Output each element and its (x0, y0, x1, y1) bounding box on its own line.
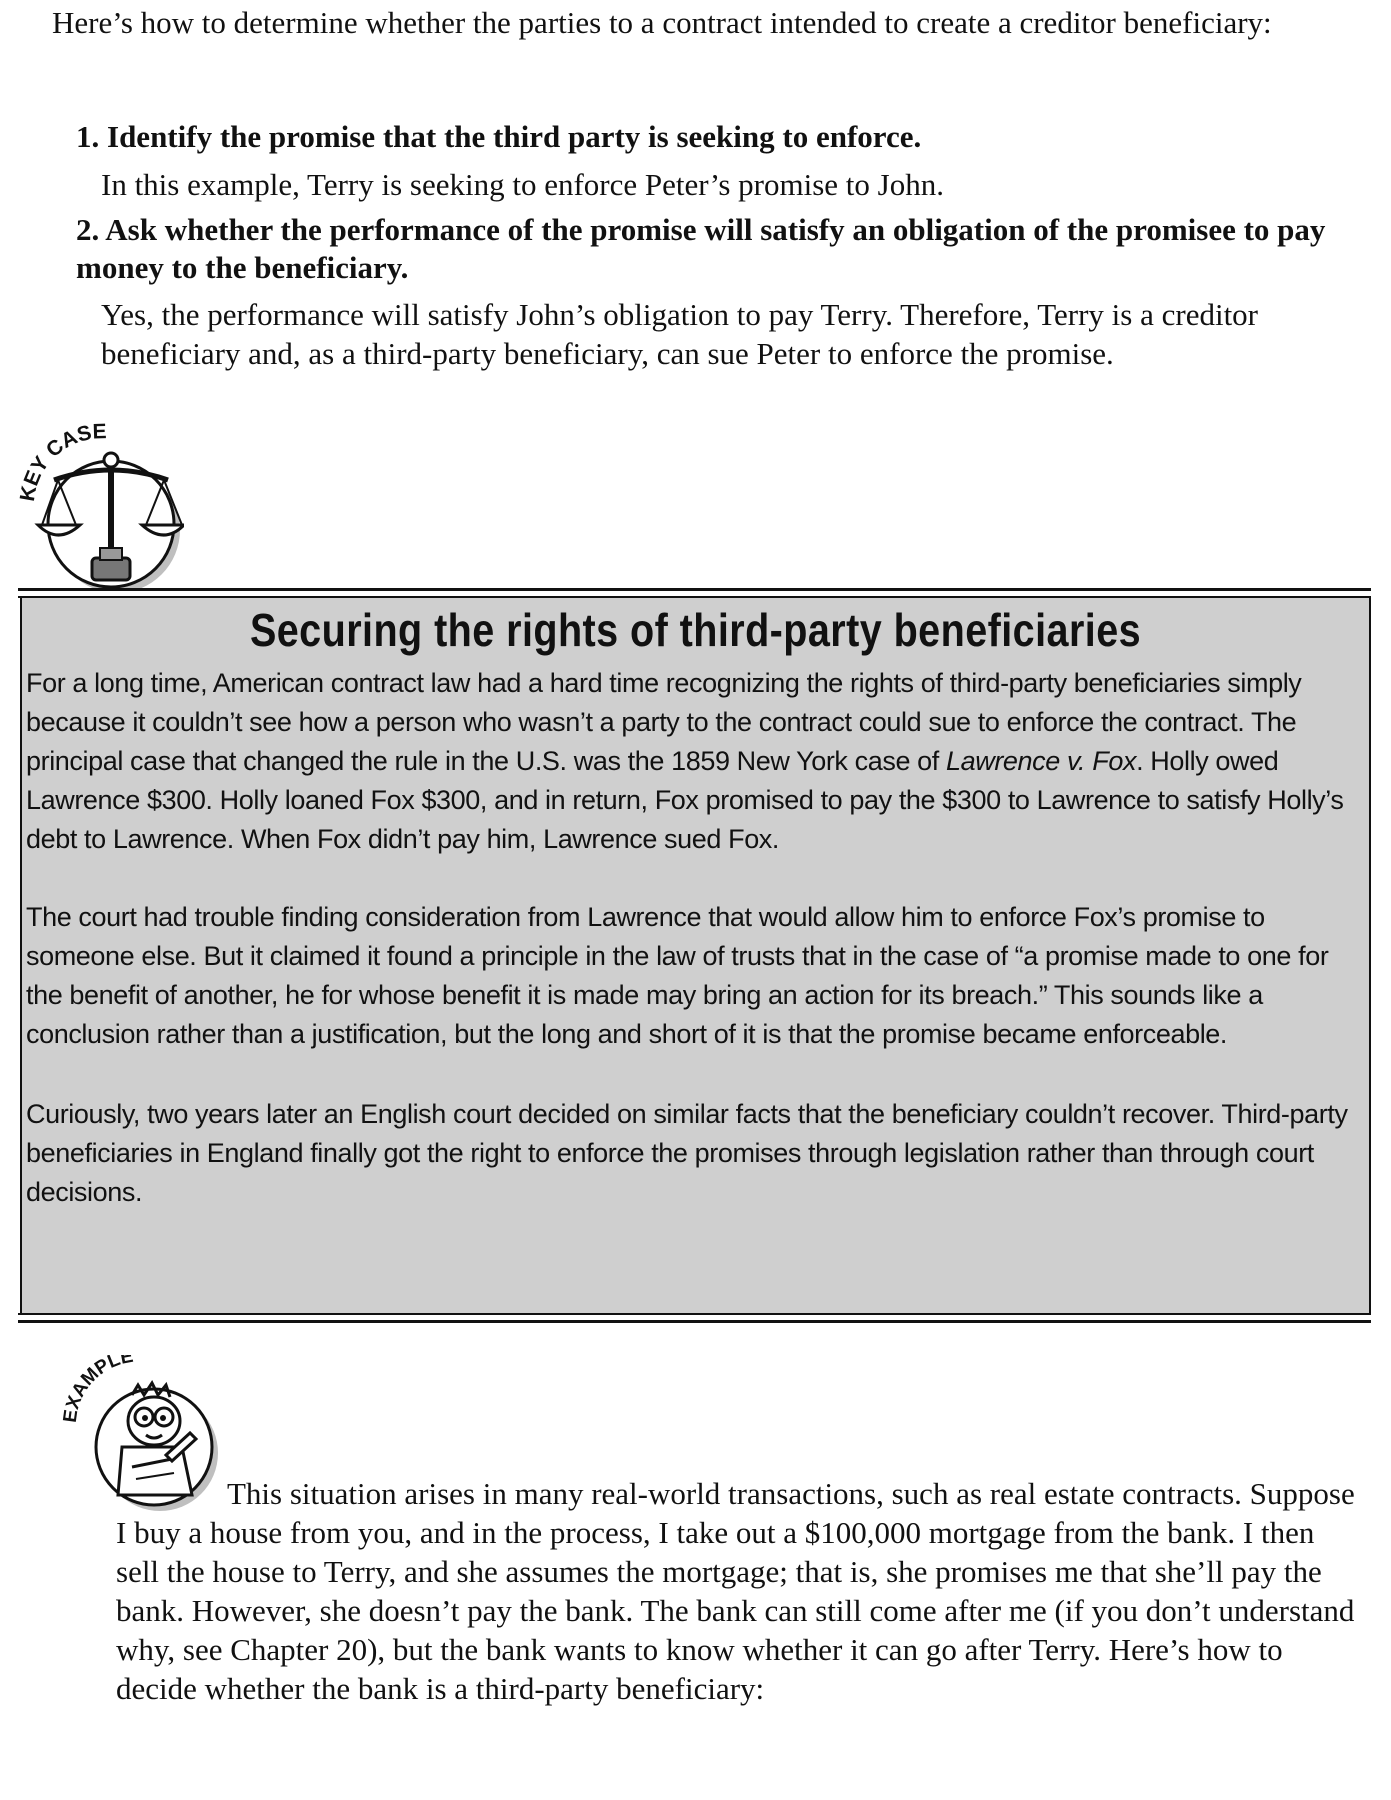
sidebar-p1-text-after: . Holly owed Lawrence $300. Holly loaned Fox $300, and in return, Fox promised to pay the $300 to Lawrence to satisfy Holly’s debt to Lawrence. When Fox didn’t pay him, Lawrence sued Fox. (26, 746, 1344, 854)
sidebar-box (18, 588, 1371, 1323)
key-case-icon (14, 420, 184, 590)
sidebar-title: Securing the rights of third-party beneficiaries (249, 604, 1142, 656)
example-paragraph: This situation arises in many real-world transactions, such as real estate contracts. Suppose I buy a house from you, and in the process, I take out a $100,000 mortgage from the bank. I then sell the house to Terry, and she assumes the mortgage; that is, she promises me that she’ll pay the bank. However, she doesn’t pay the bank. The bank can still come after me (if you don’t understand why, see Chapter 20), but the bank wants to know whether it can go after Terry. Here’s how to decide whether the bank is a third-party beneficiary: (116, 1476, 1355, 1706)
sidebar-paragraph-2: The court had trouble finding consideration from Lawrence that would allow him to enforce Fox’s promise to someone else. But it claimed it found a principle in the law of trusts that in the case of “a promise made to one for the benefit of another, he for whose benefit it is made may bring an action for its breach.” This sounds like a conclusion rather than a justification, but the long and short of it is that the promise became enforceable. (26, 902, 1329, 1049)
key-case-label: KEY CASE (15, 420, 107, 503)
sidebar-top-rule (18, 588, 1371, 598)
sidebar-p1-text-before: For a long time, American contract law had a hard time recognizing the rights of third-party beneficiaries simply because it couldn’t see how a person who wasn’t a party to the contract could sue to enforce the contract. The principal case that changed the rule in the U.S. was the 1859 New York case of (26, 668, 1302, 776)
sidebar-paragraph-3: Curiously, two years later an English court decided on similar facts that the beneficiary couldn’t recover. Third-party beneficiaries in England finally got the right to enforce the promises through legislation rather than through court decisions. (26, 1099, 1348, 1207)
sidebar-panel (20, 598, 1371, 1313)
step-1-title: 1. Identify the promise that the third party is seeking to enforce. (76, 119, 922, 154)
sidebar-bottom-rule (18, 1313, 1371, 1323)
step-1-body: In this example, Terry is seeking to enforce Peter’s promise to John. (101, 167, 944, 202)
sidebar-paragraph-1 (26, 664, 1361, 859)
intro-paragraph: Here’s how to determine whether the parties to a contract intended to create a creditor beneficiary: (52, 5, 1272, 40)
example-label: EXAMPLE (62, 1355, 135, 1424)
step-2-title: 2. Ask whether the performance of the promise will satisfy an obligation of the promisee to pay money to the beneficiary. (76, 212, 1326, 285)
step-2-body: Yes, the performance will satisfy John’s obligation to pay Terry. Therefore, Terry is a creditor beneficiary and, as a third-party beneficiary, can sue Peter to enforce the promise. (101, 297, 1259, 371)
case-name: Lawrence v. Fox (945, 746, 1137, 776)
